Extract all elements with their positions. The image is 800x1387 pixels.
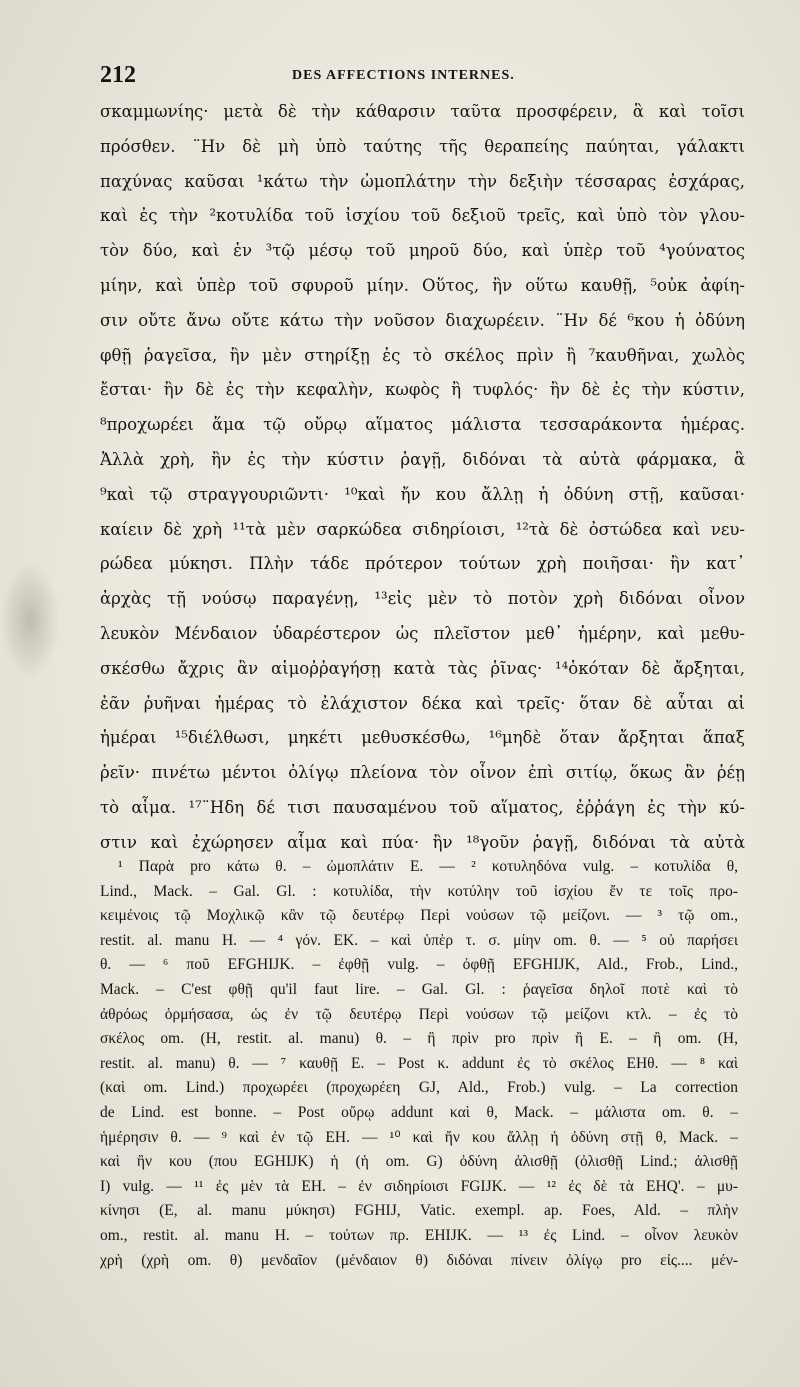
footnote-line: de Lind. est bonne. – Post οὔρῳ addunt καὶ θ, Mack. – μάλιστα om. θ. – [100,1103,738,1121]
footnote-line: Mack. – C'est φθῇ qu'il faut lire. – Gal. Gl. : ῥαγεῖσα δηλοῖ ποτὲ καὶ τὸ [100,980,738,998]
text-line: τὸν δύο, καὶ ἐν ³τῷ μέσῳ τοῦ μηροῦ δύο, καὶ ὑπὲρ τοῦ ⁴γούνατος [100,241,745,261]
footnote-line: θ. — ⁶ ποῦ EFGHIJK. – ἐφθῇ vulg. – ὀφθῇ EFGHIJK, Ald., Frob., Lind., [100,956,738,974]
page-stain [0,560,60,680]
footnote-line: κειμένοις τῷ Μοχλικῷ κἂν τῷ δευτέρῳ Περὶ νούσων τῷ μείζονι. — ³ τῷ om., [100,907,738,925]
text-line: ρώδεα μύκησι. Πλὴν τάδε πρότερον τούτων χρὴ ποιῆσαι· ἢν κατ᾿ [100,554,745,574]
footnote-line: καὶ ἢν κου (που EGHIJK) ἡ (ἡ om. G) ὀδύνη ἀλισθῇ (ὀλισθῇ Lind.; ἀλισθῇ [100,1153,738,1171]
text-line: παχύνας καῦσαι ¹κάτω τὴν ὠμοπλάτην τὴν δεξιὴν τέσσαρας ἐσχάρας, [100,171,745,191]
running-title: DES AFFECTIONS INTERNES. [292,68,515,83]
text-line: σκέσθω ἄχρις ἂν αἱμοῤῥαγήσῃ κατὰ τὰς ῥῖνας· ¹⁴ὁκόταν δὲ ἄρξηται, [100,658,745,678]
page-header [100,62,750,92]
text-line: πρόσθεν. ¨Ην δὲ μὴ ὑπὸ ταύτης τῆς θεραπείης παύηται, γάλακτι [100,136,745,156]
text-line: ἡμέραι ¹⁵διέλθωσι, μηκέτι μεθυσκέσθω, ¹⁶μηδὲ ὅταν ἄρξηται ἅπαξ [100,728,745,748]
text-line: ἀρχὰς τῇ νούσῳ παραγένῃ, ¹³εἰς μὲν τὸ ποτὸν χρὴ διδόναι οἶνον [100,589,745,609]
text-line: μίην, καὶ ὑπὲρ τοῦ σφυροῦ μίην. Οὕτος, ἢν οὕτω καυθῇ, ⁵οὐκ ἀφίη- [100,275,745,295]
text-line: ῥεῖν· πινέτω μέντοι ὀλίγῳ πλείονα τὸν οἶνον ἐπὶ σιτίῳ, ὅκως ἂν ῥέῃ [100,763,745,783]
text-line: σιν οὔτε ἄνω οὔτε κάτω τὴν νοῦσον διαχωρέειν. ¨Ην δέ ⁶κου ἡ ὀδύνη [100,310,745,330]
page-number: 212 [100,62,136,88]
text-line: ἐᾶν ῥυῆναι ἡμέρας τὸ ἐλάχιστον δέκα καὶ τρεῖς· ὅταν δὲ αὗται αἱ [100,693,745,713]
text-line: σκαμμωνίης· μετὰ δὲ τὴν κάθαρσιν ταῦτα προσφέρειν, ἃ καὶ τοῖσι [100,102,745,121]
footnote-line: ἡμέρησιν θ. — ⁹ καὶ ἐν τῷ EH. — ¹⁰ καὶ ἤν κου ἄλλῃ ἡ ὀδύνη στῇ θ, Mack. – [100,1128,738,1146]
text-line: φθῇ ῥαγεῖσα, ἢν μὲν στηρίξῃ ἐς τὸ σκέλος πρὶν ἢ ⁷καυθῆναι, χωλὸς [100,345,745,365]
text-line: καίειν δὲ χρὴ ¹¹τὰ μὲν σαρκώδεα σιδηρίοισι, ¹²τὰ δὲ ὀστώδεα καὶ νευ- [100,519,745,539]
footnote-line: χρὴ (χρὴ om. θ) μενδαῖον (μένδαιον θ) διδόναι πίνειν ὀλίγῳ pro εἰς.... μέν- [100,1251,738,1269]
text-line: λευκὸν Μένδαιον ὑδαρέστερον ὡς πλεῖστον μεθ᾿ ἡμέρην, καὶ μεθυ- [100,623,745,643]
text-line: Ἀλλὰ χρὴ, ἢν ἐς τὴν κύστιν ῥαγῇ, διδόναι τὰ αὐτὰ φάρμακα, ἃ [100,449,745,469]
footnote-line: σκέλος om. (H, restit. al. manu) θ. – ἢ πρὶν pro πρὶν ἢ E. – ἢ om. (H, [100,1030,738,1048]
footnote-line: κίνησι (E, al. manu μύκησι) FGHIJ, Vatic. exempl. ap. Foes, Ald. – πλὴν [100,1202,738,1220]
greek-text-body [100,95,745,861]
footnotes [100,855,738,1273]
text-line: ⁸προχωρέει ἅμα τῷ οὔρῳ αἵματος μάλιστα τεσσαράκοντα ἡμέρας. [100,415,745,435]
footnote-line: I) vulg. — ¹¹ ἐς μὲν τὰ EH. – ἐν σιδηρίοισι FGIJK. — ¹² ἐς δὲ τὰ EHQ'. – μυ- [100,1177,738,1195]
text-line: καὶ ἐς τὴν ²κοτυλίδα τοῦ ἰσχίου τοῦ δεξιοῦ τρεῖς, καὶ ὑπὸ τὸν γλου- [100,206,745,226]
footnote-line: om., restit. al. manu H. – τούτων πρ. EHIJK. — ¹³ ἐς Lind. – οἶνον λευκὸν [100,1226,738,1244]
footnote-line: ἀθρόως ὁρμήσασα, ὡς ἐν τῷ δευτέρῳ Περὶ νούσων τῷ μείζονι κτλ. – ἐς τὸ [100,1005,738,1023]
text-line: στιν καὶ ἐχώρησεν αἷμα καὶ πύα· ἢν ¹⁸γοῦν ῥαγῇ, διδόναι τὰ αὐτὰ [100,832,745,852]
footnote-line: Lind., Mack. – Gal. Gl. : κοτυλίδα, τὴν κοτύλην τοῦ ἰσχίου ἔν τε τοῖς προ- [100,882,738,900]
text-line: ⁹καὶ τῷ στραγγουριῶντι· ¹⁰καὶ ἤν κου ἄλλῃ ἡ ὀδύνη στῇ, καῦσαι· [100,484,745,504]
footnote-line: restit. al. manu H. — ⁴ γόν. EK. – καὶ ὑπὲρ τ. σ. μίην om. θ. — ⁵ οὐ παρήσει [100,931,738,949]
text-line: τὸ αἷμα. ¹⁷¨Ηδη δέ τισι παυσαμένου τοῦ αἵματος, ἐῤῥάγη ἐς τὴν κύ- [100,797,745,817]
text-line: ἔσται· ἢν δὲ ἐς τὴν κεφαλὴν, κωφὸς ἢ τυφλός· ἢν δὲ ἐς τὴν κύστιν, [100,380,745,400]
footnote-line: restit. al. manu) θ. — ⁷ καυθῇ E. – Post κ. addunt ἐς τὸ σκέλος EHθ. — ⁸ καὶ [100,1054,738,1072]
footnote-line: (καὶ om. Lind.) προχωρέει (προχωρέεη GJ, Ald., Frob.) vulg. – La correction [100,1079,738,1097]
footnote-line: ¹ Παρὰ pro κάτω θ. – ὠμοπλάτιν E. — ² κοτυληδόνα vulg. – κοτυλίδα θ, [118,858,738,875]
